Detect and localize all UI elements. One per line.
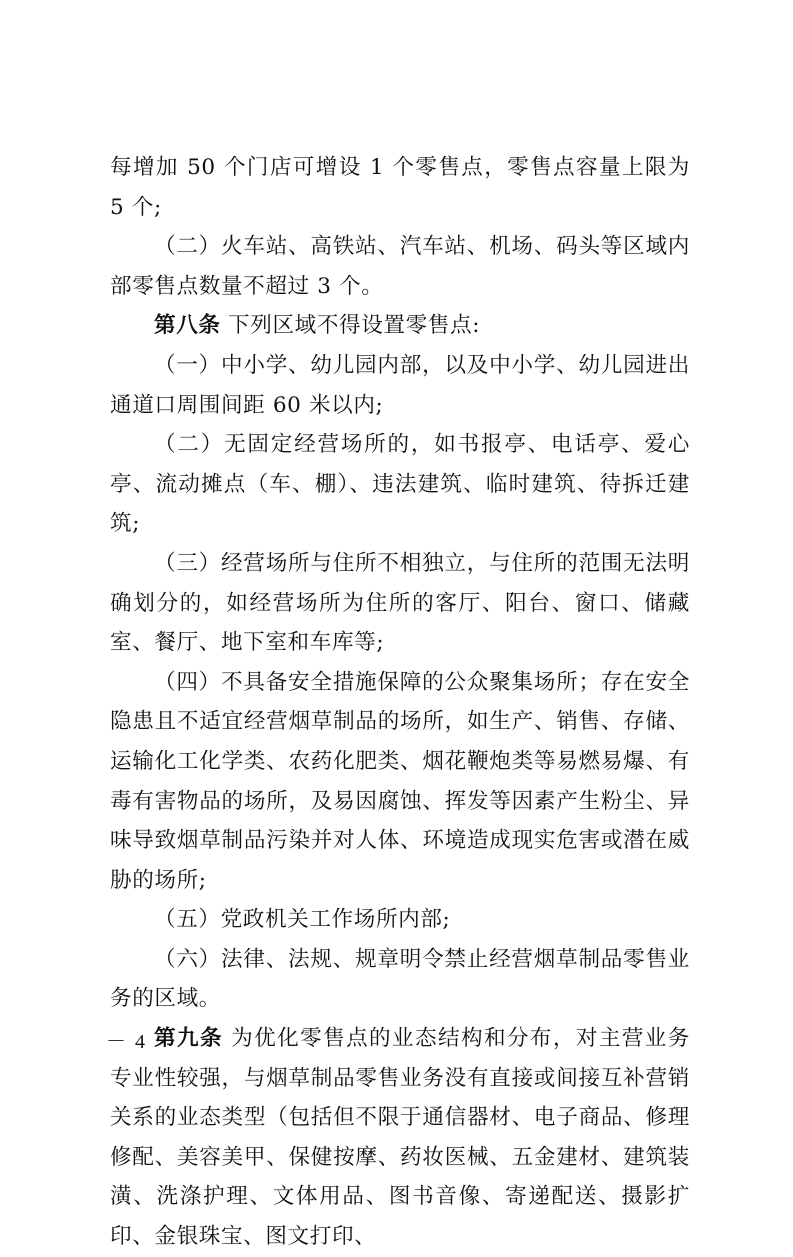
paragraph-item-4-safety xyxy=(110,663,690,901)
paragraph-item-1-schools xyxy=(110,346,690,425)
article-9-heading: 第九条 xyxy=(154,1026,223,1052)
paragraph-item-3-residence xyxy=(110,544,690,663)
paragraph-text: （二）无固定经营场所的，如书报亭、电话亭、爱心亭、流动摊点（车、棚）、违法建筑、临时建筑、待拆迁建筑; xyxy=(110,432,690,537)
article-8-heading: 第八条 xyxy=(154,313,221,339)
page-number: － 4 － xyxy=(106,1031,176,1053)
paragraph-text: 为优化零售点的业态结构和分布，对主营业务专业性较强，与烟草制品零售业务没有直接或间接互补营销关系的业态类型（包括但不限于通信器材、电子商品、修理修配、美容美甲、保健按摩、药妆医械、五金建材、建筑装潢、洗涤护理、文体用品、图书音像、寄递配送、摄影扩印、金银珠宝、图文打印、 xyxy=(110,1026,690,1250)
paragraph-text: 每增加 50 个门店可增设 1 个零售点，零售点容量上限为 5 个; xyxy=(110,155,690,220)
article-9-paragraph xyxy=(110,1019,690,1257)
document-body xyxy=(110,148,690,1257)
paragraph-text: 下列区域不得设置零售点: xyxy=(220,313,481,339)
paragraph-item-6-law xyxy=(110,940,690,1019)
paragraph-text: （六）法律、法规、规章明令禁止经营烟草制品零售业务的区域。 xyxy=(110,946,690,1012)
paragraph-text: （一）中小学、幼儿园内部，以及中小学、幼儿园进出通道口周围间距 60 米以内; xyxy=(110,352,690,418)
paragraph-item-2-stations xyxy=(110,227,690,306)
paragraph-item-2-no-fixed-premises xyxy=(110,425,690,544)
paragraph-text: （三）经营场所与住所不相独立，与住所的范围无法明确划分的，如经营场所为住所的客厅、阳台、窗口、储藏室、餐厅、地下室和车库等; xyxy=(110,550,690,656)
paragraph-item-5-government xyxy=(110,900,690,940)
paragraph-text: （二）火车站、高铁站、汽车站、机场、码头等区域内部零售点数量不超过 3 个。 xyxy=(110,234,690,299)
paragraph-text: （四）不具备安全措施保障的公众聚集场所；存在安全隐患且不适宜经营烟草制品的场所，如生产、销售、存储、运输化工化学类、农药化肥类、烟花鞭炮类等易燃易爆、有毒有害物品的场所，及易因腐蚀、挥发等因素产生粉尘、异味导致烟草制品污染并对人体、环境造成现实危害或潜在威胁的场所; xyxy=(110,669,690,893)
article-8-paragraph xyxy=(110,306,690,346)
paragraph-text: （五）党政机关工作场所内部; xyxy=(154,907,451,933)
paragraph-continuation xyxy=(110,148,690,227)
